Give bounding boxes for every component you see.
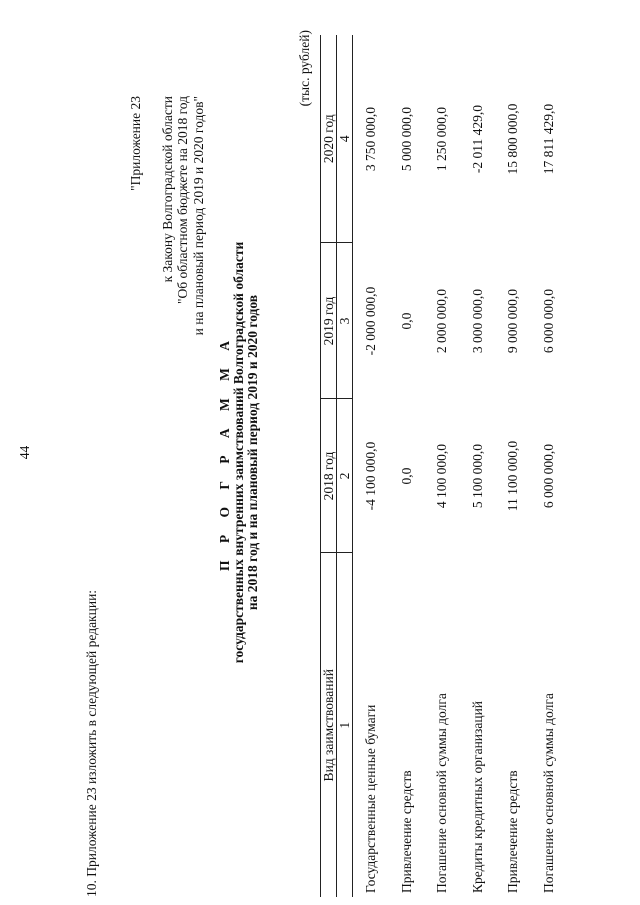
- column-number: 3: [337, 243, 353, 399]
- value-2018: 0,0: [398, 467, 414, 485]
- value-2018: 6 000 000,0: [540, 443, 556, 509]
- column-number: 2: [337, 399, 353, 553]
- table-row: [389, 35, 425, 897]
- program-title-line-2: государственных внутренних заимствований Волгоградской области: [231, 241, 246, 664]
- value-2020: 5 000 000,0: [398, 106, 414, 172]
- appendix-law-line-2: "Об областном бюджете на 2018 год: [175, 96, 190, 304]
- value-2019: 2 000 000,0: [434, 288, 450, 354]
- value-2019: 3 000 000,0: [469, 288, 485, 354]
- unit-note: (тыс. рублей): [297, 30, 312, 107]
- page-number: 44: [17, 445, 32, 460]
- value-2018: -4 100 000,0: [363, 441, 379, 511]
- table-row: [460, 35, 496, 897]
- appendix-law-line-1: к Закону Волгоградской области: [159, 96, 175, 283]
- table-row: [495, 35, 531, 897]
- column-number: 4: [337, 35, 353, 243]
- value-2019: 9 000 000,0: [505, 288, 521, 354]
- value-2020: -2 011 429,0: [469, 104, 485, 174]
- header-2020: 2020 год: [321, 35, 337, 243]
- value-2018: 11 100 000,0: [505, 440, 521, 512]
- program-title-word: П Р О Г Р А М М А: [217, 333, 232, 572]
- table-row: [531, 35, 567, 897]
- table-row: [353, 35, 389, 897]
- value-2020: 17 811 429,0: [540, 103, 556, 175]
- value-2018: 5 100 000,0: [469, 443, 485, 509]
- value-2020: 3 750 000,0: [363, 106, 379, 172]
- row-name: Привлечение средств: [505, 770, 521, 893]
- value-2019: -2 000 000,0: [363, 286, 379, 356]
- value-2019: 6 000 000,0: [540, 288, 556, 354]
- value-2020: 1 250 000,0: [434, 106, 450, 172]
- header-2018: 2018 год: [321, 399, 337, 553]
- row-name: Привлечение средств: [398, 770, 414, 893]
- appendix-header: [128, 96, 206, 335]
- row-name: Погашение основной суммы долга: [434, 693, 450, 893]
- table-header-row: [321, 35, 337, 897]
- row-name: Погашение основной суммы долга: [540, 693, 556, 893]
- row-name: Кредиты кредитных организаций: [469, 700, 485, 893]
- table-row: [424, 35, 460, 897]
- appendix-label: "Приложение 23: [128, 96, 143, 191]
- amendment-intro: 10. Приложение 23 изложить в следующей редакции:: [84, 589, 99, 897]
- value-2019: 0,0: [398, 312, 414, 330]
- value-2018: 4 100 000,0: [434, 443, 450, 509]
- header-2019: 2019 год: [321, 243, 337, 399]
- borrowings-table: [320, 35, 566, 897]
- row-name: Государственные ценные бумаги: [363, 704, 379, 893]
- program-title-line-3: на 2018 год и на плановый период 2019 и 2020 годов: [245, 294, 260, 611]
- value-2020: 15 800 000,0: [505, 103, 521, 175]
- column-number-row: [337, 35, 353, 897]
- appendix-law-line-3: и на плановый период 2019 и 2020 годов": [190, 96, 206, 336]
- header-borrowing-type: Вид заимствований: [321, 553, 337, 897]
- program-title: [218, 0, 260, 905]
- column-number: 1: [337, 553, 353, 897]
